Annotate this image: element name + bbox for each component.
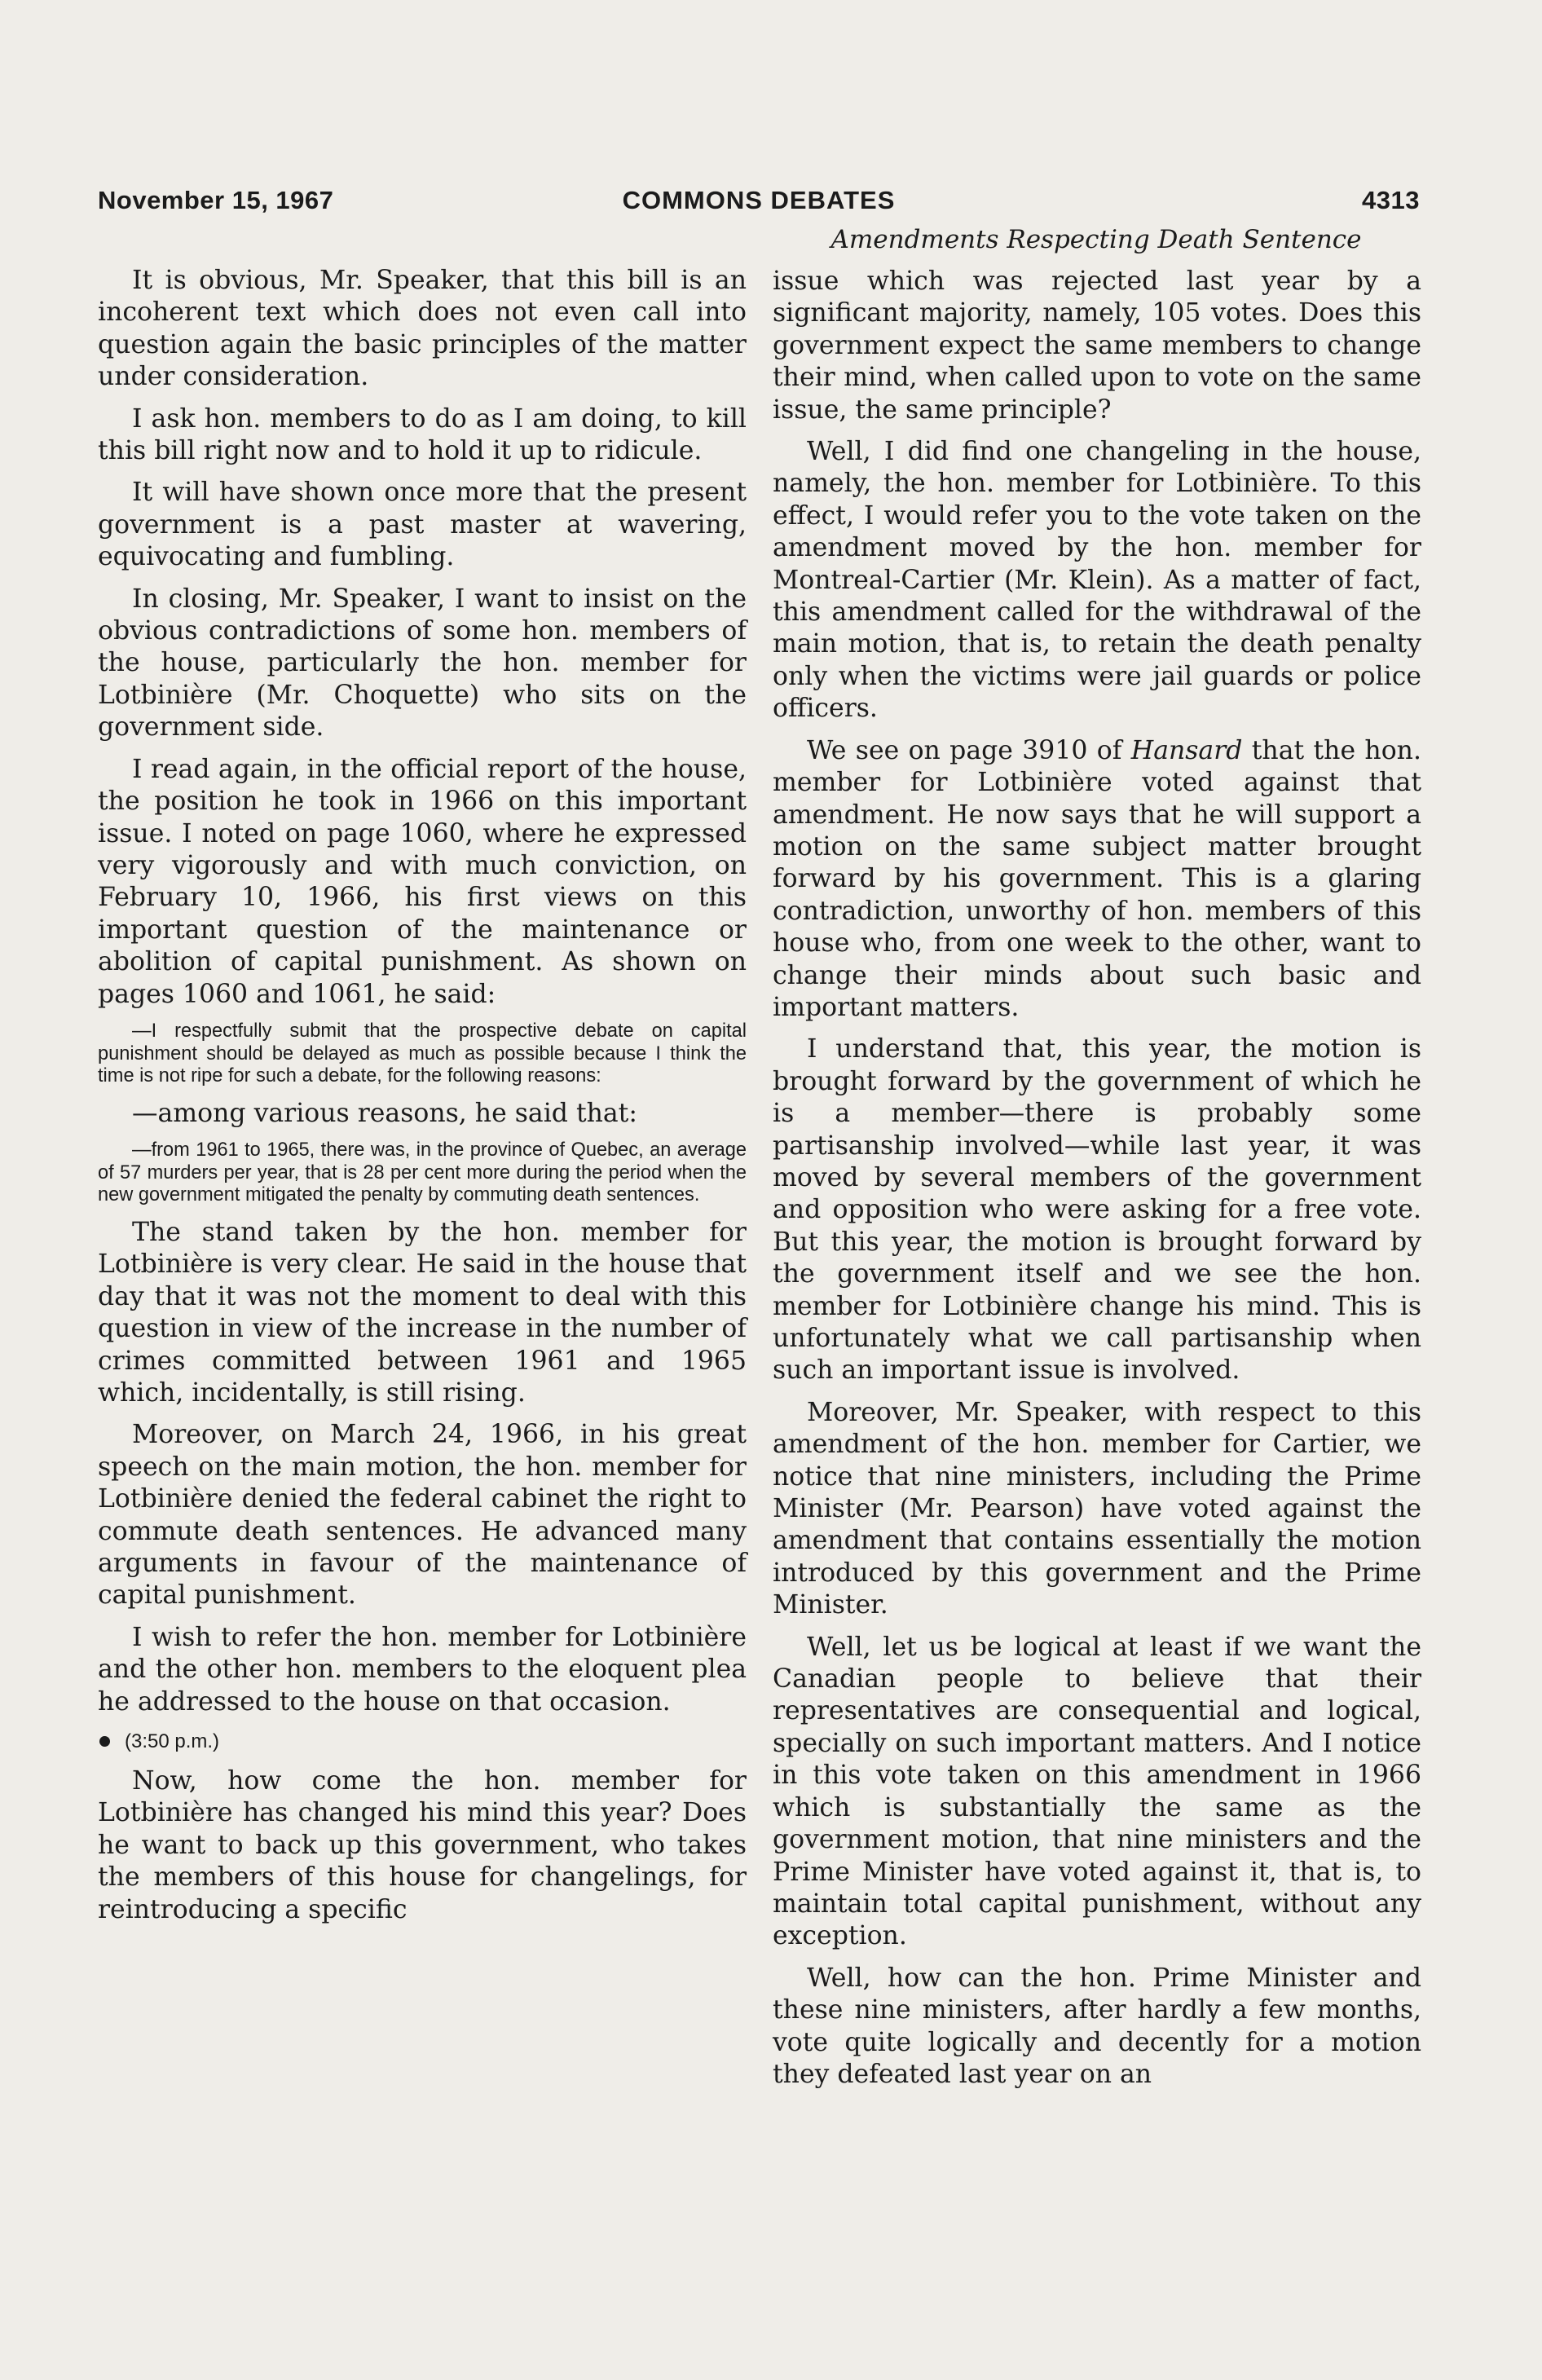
paragraph: issue which was rejected last year by a significant majority, namely, 105 votes. Does this government expect the same members to change their mind, when called upon to vote on the same issue, the same principle? — [773, 267, 1421, 425]
paragraph: I read again, in the official report of the house, the position he took in 1966 on this important issue. I noted on page 1060, where he expressed very vigorously and with much conviction, on February 10, 1966, his first views on this important question of the maintenance or abolition of capital punishment. As shown on pages 1060 and 1061, he said: — [98, 754, 747, 1009]
text-run: that the hon. member for Lotbinière voted against that amendment. He now says that he will support a motion on the same subject matter brought forward by his government. This is a glaring contradiction, unworthy of hon. members of this house who, from one week to the other, want to change their minds about such basic and important matters. — [773, 735, 1421, 1022]
paragraph — [773, 735, 1421, 1025]
paragraph: —among various reasons, he said that: — [132, 1098, 637, 1128]
header-title: COMMONS DEBATES — [622, 186, 896, 214]
time-stamp: (3:50 p.m.) — [125, 1730, 220, 1752]
right-column — [773, 266, 1421, 2100]
paragraph: Well, how can the hon. Prime Minister and these nine ministers, after hardly a few months, vote quite logically and decently for a motion they defeated last year on an — [773, 1963, 1421, 2089]
paragraph: Moreover, on March 24, 1966, in his great speech on the main motion, the hon. member for Lotbinière denied the federal cabinet the right to commute death sentences. He advanced many arguments in favour of the maintenance of capital punishment. — [98, 1420, 747, 1611]
paragraph: Well, let us be logical at least if we want the Canadian people to believe that their representatives are consequential and logical, specially on such important matters. And I notice in this vote taken on this amendment in 1966 which is substantially the same as the government motion, that nine ministers and the Prime Minister have voted against it, that is, to maintain total capital punishment, without any exception. — [773, 1632, 1421, 1951]
paragraph: Well, I did find one changeling in the house, namely, the hon. member for Lotbinière. To this effect, I would refer you to the vote taken on the amendment moved by the hon. member for Montreal-Cartier (Mr. Klein). As a matter of fact, this amendment called for the withdrawal of the main motion, that is, to retain the death penalty only when the victims were jail guards or police officers. — [773, 437, 1421, 724]
block-quote: —from 1961 to 1965, there was, in the province of Quebec, an average of 57 murders per year, that is 28 per cent more during the period when the new government mitigated the penalty by commuting death sentences. — [98, 1139, 747, 1206]
paragraph: It is obvious, Mr. Speaker, that this bill is an incoherent text which does not even call into question again the basic principles of the matter under consideration. — [98, 266, 747, 392]
page-header — [98, 186, 1420, 227]
header-date: November 15, 1967 — [98, 186, 334, 214]
paragraph: I ask hon. members to do as I am doing, to kill this bill right now and to hold it up to ridicule. — [98, 403, 747, 466]
paragraph: I wish to refer the hon. member for Lotbinière and the other hon. members to the eloquent plea he addressed to the house on that occasion. — [98, 1622, 747, 1717]
paragraph: In closing, Mr. Speaker, I want to insist on the obvious contradictions of some hon. members of the house, particularly the hon. member for Lotbinière (Mr. Choquette) who sits on the government side. — [98, 584, 747, 743]
hansard-reference: Hansard — [1130, 735, 1243, 765]
text-run: We see on page 3910 of — [807, 735, 1131, 765]
block-quote: —I respectfully submit that the prospective debate on capital punishment should be delayed as much as possible because I think the time is not ripe for such a debate, for the following reasons: — [98, 1020, 747, 1087]
paragraph: Moreover, Mr. Speaker, with respect to this amendment of the hon. member for Cartier, we notice that nine ministers, including the Prime Minister (Mr. Pearson) have voted against the amendment that contains essentially the motion introduced by this government and the Prime Minister. — [773, 1397, 1421, 1620]
header-page-number: 4313 — [1362, 186, 1420, 214]
bullet-icon — [99, 1736, 110, 1747]
paragraph: Now, how come the hon. member for Lotbinière has changed his mind this year? Does he want to back up this government, who takes the members of this house for changelings, for reintroducing a specific — [98, 1766, 747, 1924]
paragraph: I understand that, this year, the motion is brought forward by the government of which he is a member—there is probably some partisanship involved—while last year, it was moved by several members of the government and opposition who were asking for a free vote. But this year, the motion is brought forward by the government itself and we see the hon. member for Lotbinière change his mind. This is unfortunately what we call partisanship when such an important issue is involved. — [773, 1034, 1421, 1386]
left-column — [98, 265, 747, 1936]
paragraph: It will have shown once more that the present government is a past master at wavering, equivocating and fumbling. — [98, 478, 747, 572]
time-marker — [98, 1728, 747, 1756]
paragraph: The stand taken by the hon. member for Lotbinière is very clear. He said in the house that day that it was not the moment to deal with this question in view of the increase in the number of crimes committed between 1961 and 1965 which, incidentally, is still rising. — [98, 1217, 747, 1408]
running-title: Amendments Respecting Death Sentence — [830, 225, 1362, 254]
